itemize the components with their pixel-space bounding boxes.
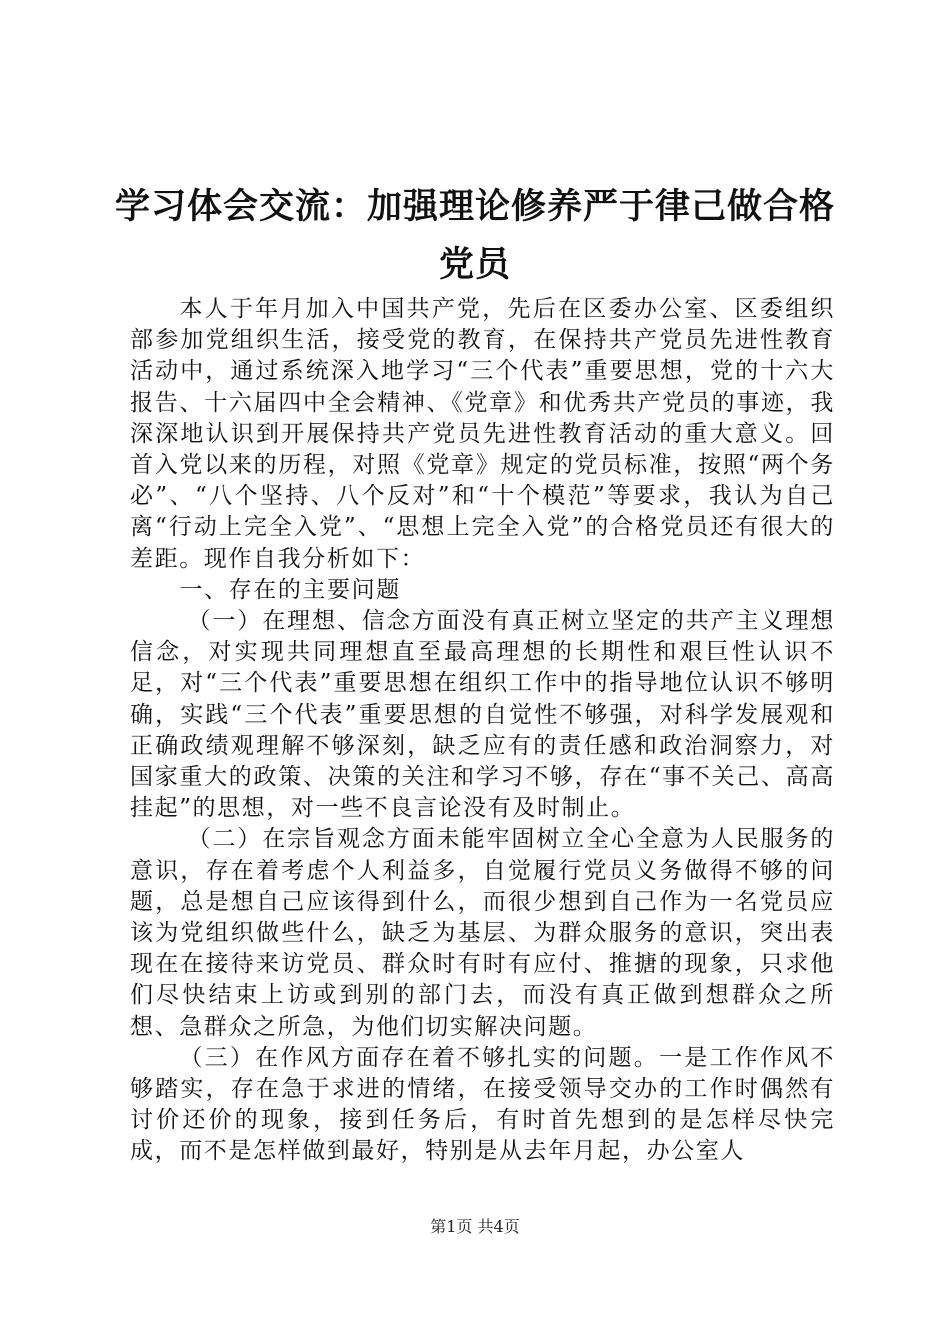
page-number-footer: 第1页 共4页	[430, 1217, 520, 1236]
section-heading: 一、存在的主要问题	[179, 576, 401, 603]
issue-paragraph-1: （一）在理想、信念方面没有真正树立坚定的共产主义理想信念，对实现共同理想直至最高理想的长期性和艰巨性认识不足，对“三个代表”重要思想在组织工作中的指导地位认识不够明确，实践“三个代表”重要思想的自觉性不够强，对科学发展观和正确政绩观理解不够深刻，缺乏应有的责任感和政治洞察力，对国家重大的政策、决策的关注和学习不够，存在“事不关己、高高挂起”的思想，对一些不良言论没有及时制止。	[130, 608, 835, 822]
document-title: 学习体会交流：加强理论修养严于律己做合格党员	[114, 187, 835, 285]
issue-paragraph-3: （三）在作风方面存在着不够扎实的问题。一是工作作风不够踏实，存在急于求进的情绪，在接受领导交办的工作时偶然有讨价还价的现象，接到任务后，有时首先想到的是怎样尽快完成，而不是怎样做到最好，特别是从去年月起，办公室人	[130, 1044, 835, 1165]
intro-paragraph: 本人于年月加入中国共产党，先后在区委办公室、区委组织部参加党组织生活，接受党的教育，在保持共产党员先进性教育活动中，通过系统深入地学习“三个代表”重要思想，党的十六大报告、十六届四中全会精神、《党章》和优秀共产党员的事迹，我深深地认识到开展保持共产党员先进性教育活动的重大意义。回首入党以来的历程，对照《党章》规定的党员标准，按照“两个务必”、“八个坚持、八个反对”和“十个模范”等要求，我认为自己离“行动上完全入党”、“思想上完全入党”的合格党员还有很大的差距。现作自我分析如下：	[130, 296, 835, 572]
issue-paragraph-2: （二）在宗旨观念方面未能牢固树立全心全意为人民服务的意识，存在着考虑个人利益多，自觉履行党员义务做得不够的问题，总是想自己应该得到什么，而很少想到自己作为一名党员应该为党组织做些什么，缺乏为基层、为群众服务的意识，突出表现在在接待来访党员、群众时有时有应付、推搪的现象，只求他们尽快结束上访或到别的部门去，而没有真正做到想群众之所想、急群众之所急，为他们切实解决问题。	[130, 826, 835, 1040]
document-body	[130, 294, 835, 1168]
